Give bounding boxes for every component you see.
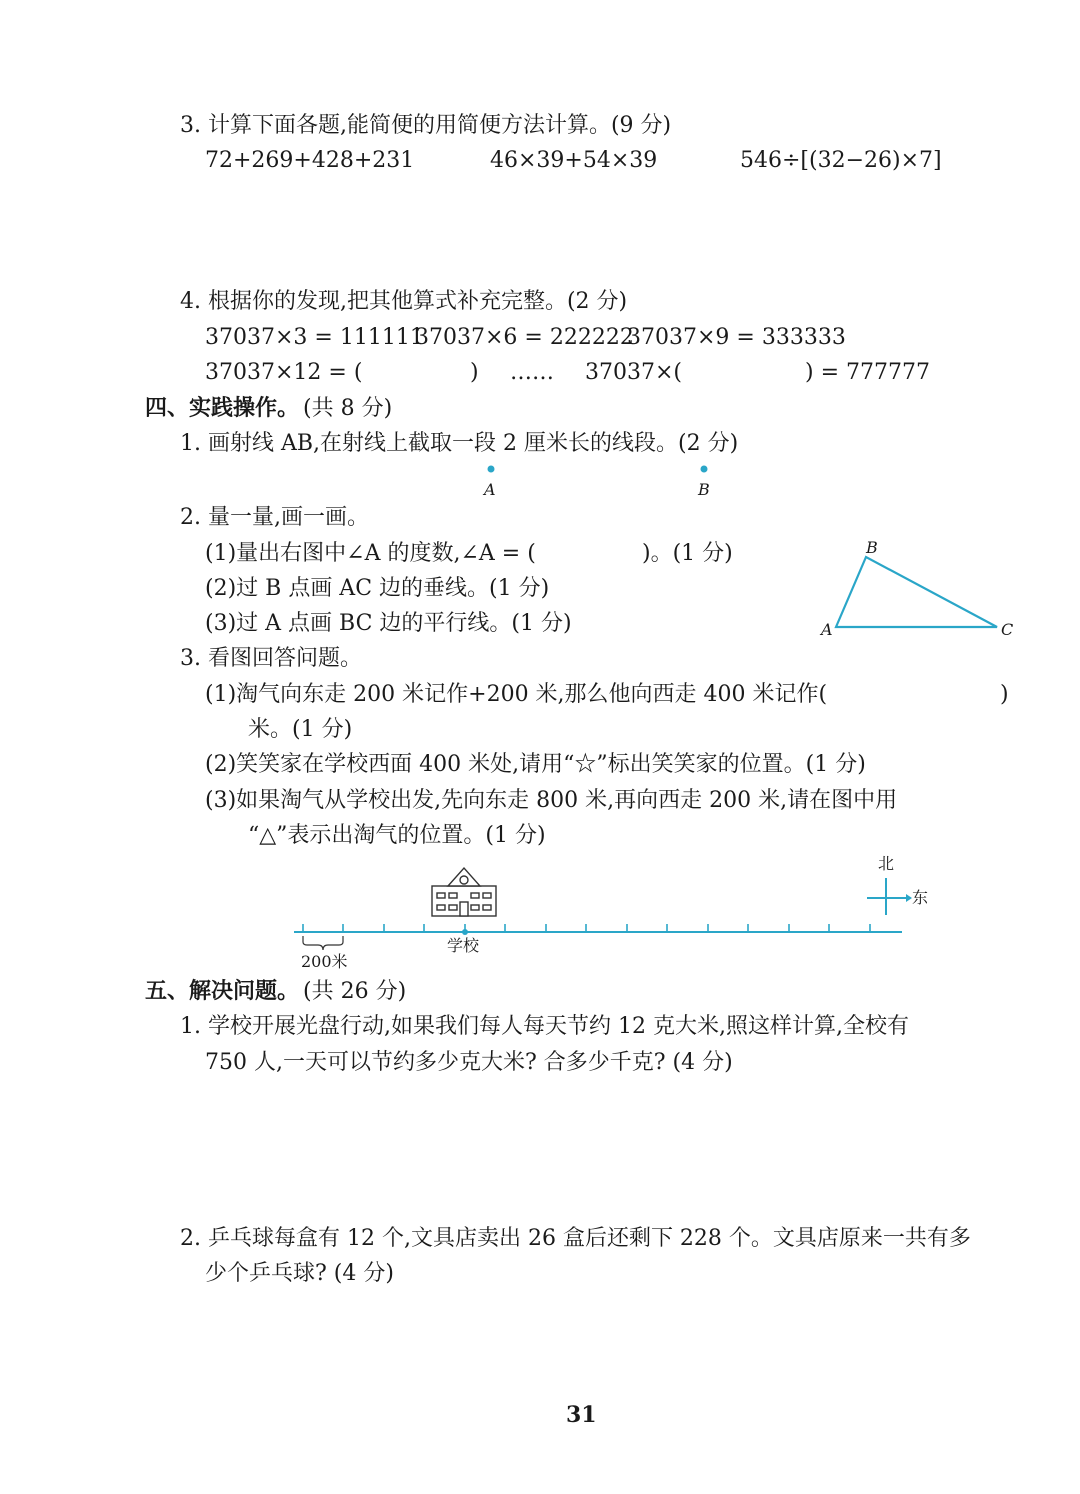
triangle-label-c: C (1001, 620, 1014, 639)
s4-question-2-1-end: )。(1 分) (642, 541, 733, 566)
s5-question-1: 1. 学校开展光盘行动,如果我们每人每天节约 12 克大米,照这样计算,全校有 (180, 1014, 909, 1039)
q3-expression-3: 546÷[(32−26)×7] (740, 148, 942, 173)
s4-question-3-1: (1)淘气向东走 200 米记作+200 米,那么他向西走 400 米记作( (205, 682, 828, 707)
point-a-dot (488, 466, 495, 473)
point-a-label: A (484, 480, 496, 499)
s4-question-3-3-cont: “△”表示出淘气的位置。(1 分) (248, 823, 546, 848)
s5-question-2-cont: 少个乒乓球? (4 分) (205, 1261, 394, 1286)
q4-equation-4: 37037×12 = ( (205, 360, 363, 385)
q3-title: 3. 计算下面各题,能简便的用简便方法计算。(9 分) (180, 113, 672, 138)
point-b-label: B (698, 480, 710, 499)
s4-question-3-2: (2)笑笑家在学校西面 400 米处,请用“☆”标出笑笑家的位置。(1 分) (205, 752, 866, 777)
q4-equation-5-close: ) = 777777 (805, 360, 930, 385)
s4-question-2-1: (1)量出右图中∠A 的度数,∠A = ( (205, 541, 536, 566)
triangle-abc (836, 557, 997, 627)
point-b-dot (701, 466, 708, 473)
s4-question-2-3: (3)过 A 点画 BC 边的平行线。(1 分) (205, 611, 572, 636)
school-point (462, 929, 468, 935)
s4-question-3-1-unit: 米。(1 分) (248, 717, 353, 742)
triangle-label-b: B (866, 538, 878, 557)
scale-label: 200米 (301, 952, 348, 971)
q4-title: 4. 根据你的发现,把其他算式补充完整。(2 分) (180, 289, 628, 314)
q4-equation-2: 37037×6 = 222222 (415, 325, 634, 350)
q3-expression-2: 46×39+54×39 (490, 148, 658, 173)
q4-equation-1: 37037×3 = 111111 (205, 325, 424, 350)
section-5-score: (共 26 分) (303, 979, 407, 1004)
section-4-score: (共 8 分) (303, 396, 393, 421)
compass-north-label: 北 (878, 854, 895, 873)
s4-question-2-2: (2)过 B 点画 AC 边的垂线。(1 分) (205, 576, 550, 601)
page-number: 31 (566, 1402, 597, 1428)
number-line-ticks (303, 924, 870, 932)
s4-question-2: 2. 量一量,画一画。 (180, 505, 369, 530)
section-5-title: 五、解决问题。 (145, 979, 300, 1004)
q4-equation-5-open: 37037×( (585, 360, 683, 385)
q3-expression-1: 72+269+428+231 (205, 148, 415, 173)
scale-brace (303, 936, 343, 950)
q4-equation-4-close: ) (470, 360, 479, 385)
s5-question-2: 2. 乒乓球每盒有 12 个,文具店卖出 26 盒后还剩下 228 个。文具店原来一共有多 (180, 1226, 971, 1251)
section-4-title: 四、实践操作。 (145, 396, 300, 421)
q4-equation-3: 37037×9 = 333333 (627, 325, 846, 350)
triangle-label-a: A (821, 620, 833, 639)
s4-question-3-1-end: ) (1000, 682, 1009, 707)
s4-question-3-3: (3)如果淘气从学校出发,先向东走 800 米,再向西走 200 米,请在图中用 (205, 788, 898, 813)
compass-east-label: 东 (912, 888, 929, 907)
s5-question-1-cont: 750 人,一天可以节约多少克大米? 合多少千克? (4 分) (205, 1050, 733, 1075)
s4-question-1: 1. 画射线 AB,在射线上截取一段 2 厘米长的线段。(2 分) (180, 431, 739, 456)
s4-question-3: 3. 看图回答问题。 (180, 646, 362, 671)
school-label: 学校 (447, 936, 480, 955)
school-building-icon (432, 868, 496, 916)
q4-ellipsis: …… (510, 360, 554, 385)
